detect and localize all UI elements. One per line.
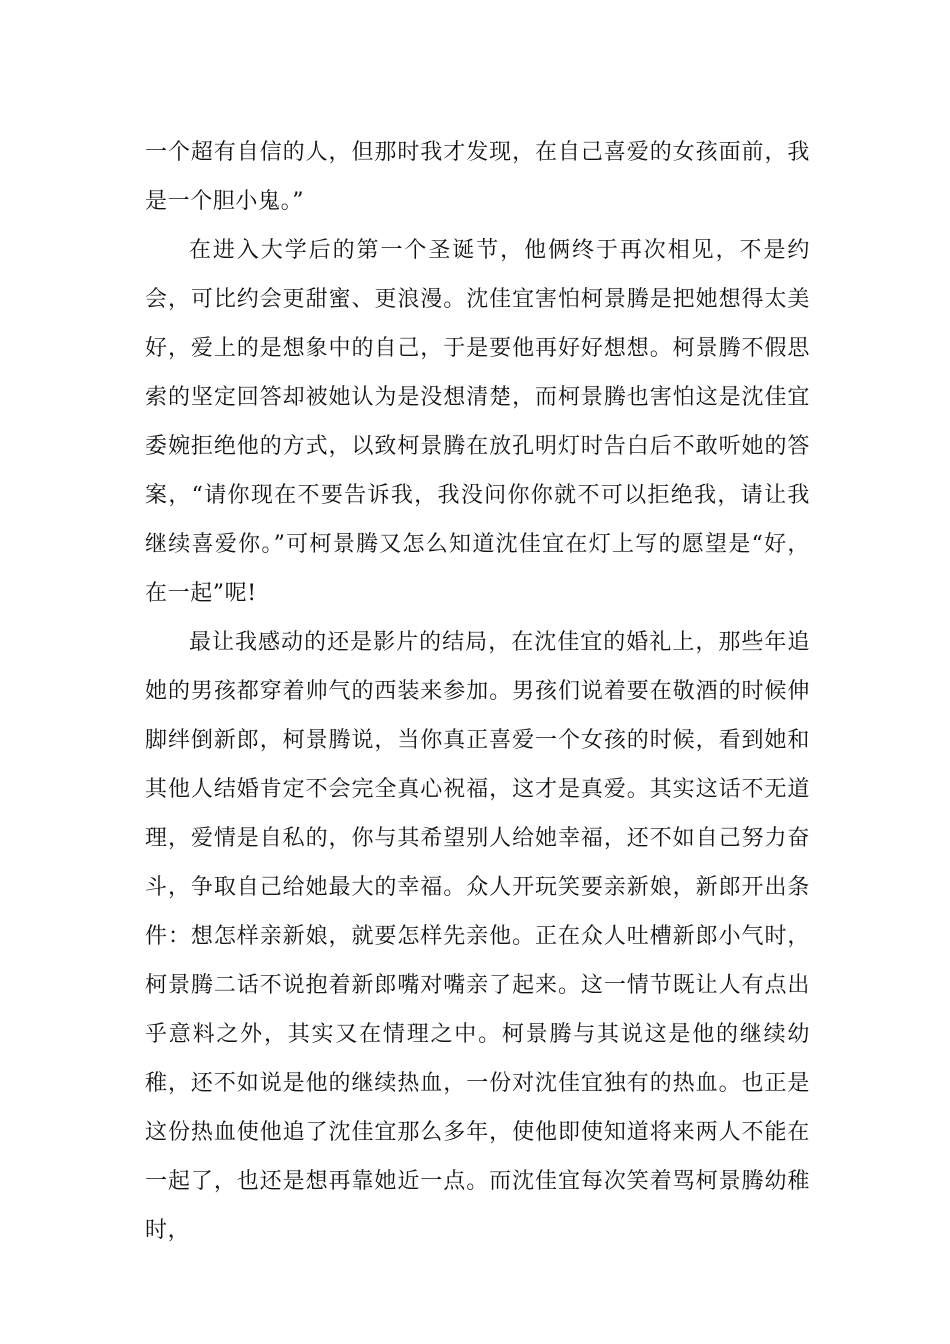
paragraph-3: 最让我感动的还是影片的结局，在沈佳宜的婚礼上，那些年追她的男孩都穿着帅气的西装来参加。男孩们说着要在敬酒的时候伸脚绊倒新郎，柯景腾说，当你真正喜爱一个女孩的时候，看到她和其他人结婚肯定不会完全真心祝福，这才是真爱。其实这话不无道理，爱情是自私的，你与其希望别人给她幸福，还不如自己努力奋斗，争取自己给她最大的幸福。众人开玩笑要亲新娘，新郎开出条件：想怎样亲新娘，就要怎样先亲他。正在众人吐槽新郎小气时，柯景腾二话不说抱着新郎嘴对嘴亲了起来。这一情节既让人有点出乎意料之外，其实又在情理之中。柯景腾与其说这是他的继续幼稚，还不如说是他的继续热血，一份对沈佳宜独有的热血。也正是这份热血使他追了沈佳宜那么多年，使他即使知道将来两人不能在一起了，也还是想再靠她近一点。而沈佳宜每次笑着骂柯景腾幼稚时， [145, 630, 810, 1243]
body-text [145, 128, 810, 1255]
paragraph-2: 在进入大学后的第一个圣诞节，他俩终于再次相见，不是约会，可比约会更甜蜜、更浪漫。沈佳宜害怕柯景腾是把她想得太美好，爱上的是想象中的自己，于是要他再好好想想。柯景腾不假思索的坚定回答却被她认为是没想清楚，而柯景腾也害怕这是沈佳宜委婉拒绝他的方式，以致柯景腾在放孔明灯时告白后不敢听她的答案，“请你现在不要告诉我，我没问你你就不可以拒绝我，请让我继续喜爱你。”可柯景腾又怎么知道沈佳宜在灯上写的愿望是“好，在一起”呢! [145, 238, 810, 606]
paragraph-1: 一个超有自信的人，但那时我才发现，在自己喜爱的女孩面前，我是一个胆小鬼。” [145, 140, 810, 214]
